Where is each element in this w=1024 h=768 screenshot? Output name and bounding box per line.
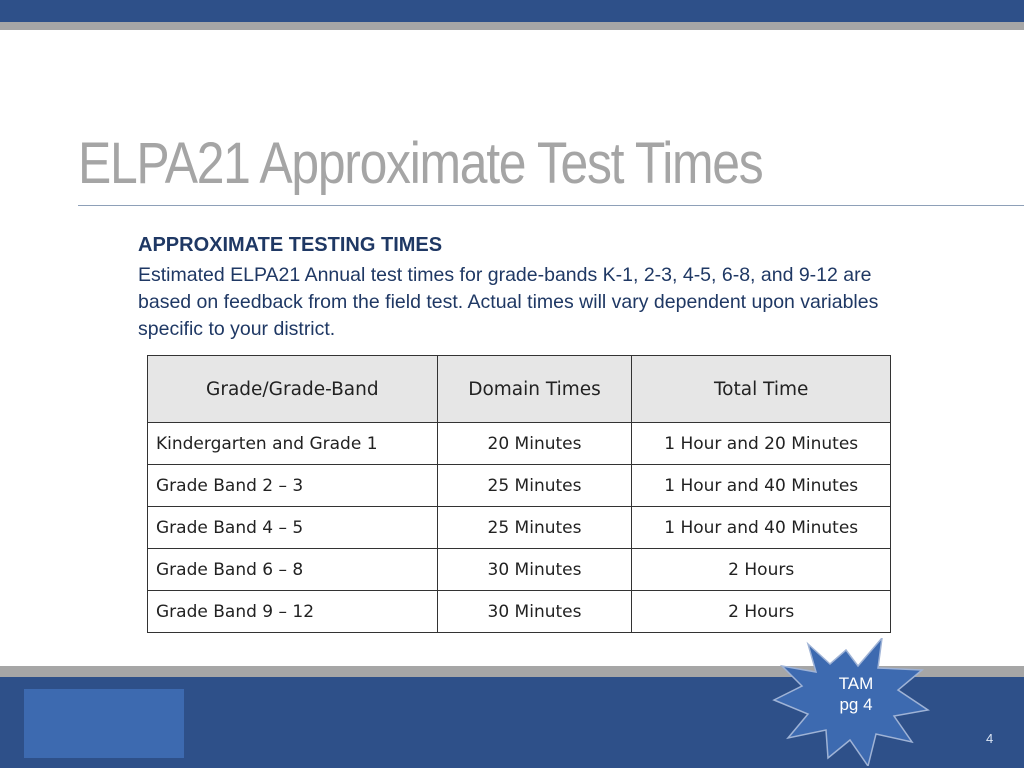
table-row <box>148 549 891 591</box>
grade-band-cell: Grade Band 6 – 8 <box>148 549 438 591</box>
domain-time-cell: 20 Minutes <box>437 423 632 465</box>
section-description: Estimated ELPA21 Annual test times for grade-bands K-1, 2-3, 4-5, 6-8, and 9-12 are based on feedback from the field test. Actual times will vary dependent upon variables specific to your district. <box>138 264 879 340</box>
domain-time-cell: 30 Minutes <box>437 591 632 633</box>
header-grade-band: Grade/Grade-Band <box>148 356 438 423</box>
top-stripe <box>0 22 1024 30</box>
total-time-cell: 1 Hour and 40 Minutes <box>632 507 891 549</box>
badge-line-2: pg 4 <box>839 695 873 714</box>
slide-title: ELPA21 Approximate Test Times <box>78 131 763 196</box>
grade-band-cell: Grade Band 9 – 12 <box>148 591 438 633</box>
table-header-row <box>148 356 891 423</box>
title-divider <box>78 205 1024 206</box>
test-times-table <box>147 355 891 633</box>
grade-band-cell: Kindergarten and Grade 1 <box>148 423 438 465</box>
page-number: 4 <box>986 731 994 746</box>
total-time-cell: 2 Hours <box>632 591 891 633</box>
header-domain-times: Domain Times <box>437 356 632 423</box>
domain-time-cell: 25 Minutes <box>437 507 632 549</box>
table-row <box>148 423 891 465</box>
table-row <box>148 507 891 549</box>
total-time-cell: 1 Hour and 40 Minutes <box>632 465 891 507</box>
badge-label <box>808 673 904 715</box>
section-heading: APPROXIMATE TESTING TIMES <box>138 234 443 256</box>
grade-band-cell: Grade Band 2 – 3 <box>148 465 438 507</box>
badge-line-1: TAM <box>838 674 874 693</box>
total-time-cell: 1 Hour and 20 Minutes <box>632 423 891 465</box>
table-row <box>148 465 891 507</box>
total-time-cell: 2 Hours <box>632 549 891 591</box>
grade-band-cell: Grade Band 4 – 5 <box>148 507 438 549</box>
footer-block <box>24 689 184 758</box>
table-row <box>148 591 891 633</box>
domain-time-cell: 25 Minutes <box>437 465 632 507</box>
header-total-time: Total Time <box>632 356 891 423</box>
domain-time-cell: 30 Minutes <box>437 549 632 591</box>
top-banner <box>0 0 1024 22</box>
